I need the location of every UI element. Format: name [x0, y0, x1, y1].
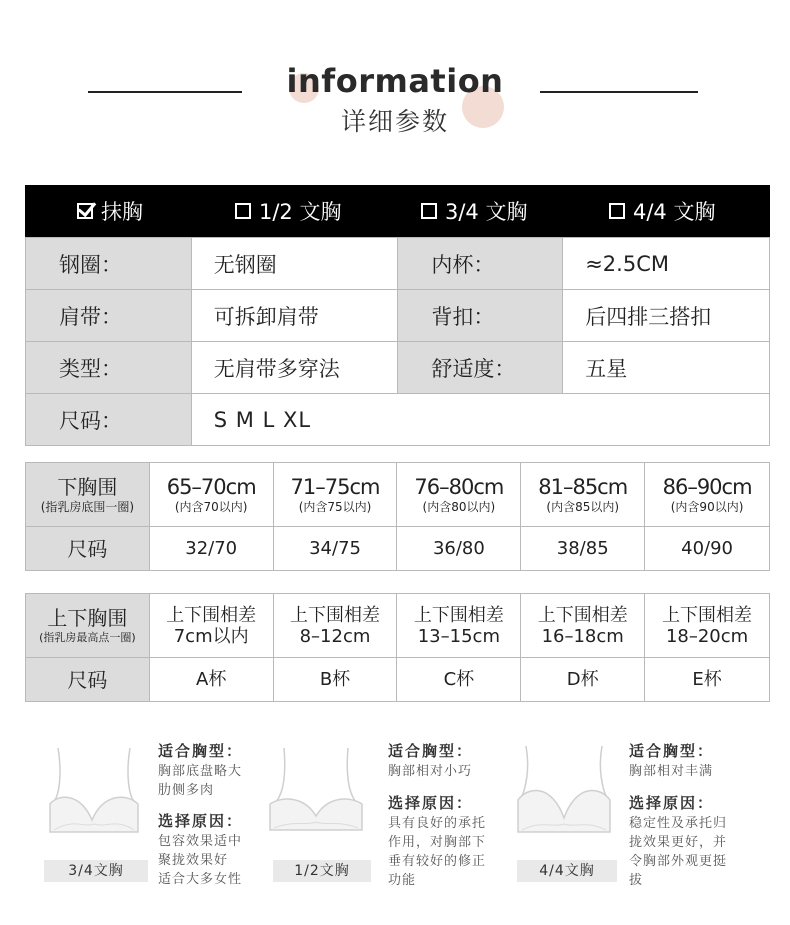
underbust-header: [26, 463, 150, 527]
cup-diff-label: 上下围相差: [413, 604, 504, 626]
underbust-cell: [273, 463, 397, 527]
type-option-label: 1/2 文胸: [259, 200, 342, 224]
cup-cell: [521, 594, 645, 658]
underbust-table: [25, 462, 770, 571]
three-quarter-bra-illustration: [44, 742, 144, 842]
cup-header: [26, 594, 150, 658]
reason-title: 选择原因：: [158, 812, 244, 830]
reason-text: [629, 814, 727, 890]
style-caption: 1/2文胸: [273, 860, 371, 882]
band-size: 36/80: [397, 527, 521, 571]
spec-value: 后四排三搭扣: [563, 290, 770, 342]
fit-text: [158, 762, 242, 800]
underbust-range: 76–80cm: [414, 474, 504, 499]
underbust-range: 65–70cm: [166, 474, 256, 499]
spec-row: [26, 238, 770, 290]
bra-type-bar: [25, 185, 770, 237]
reason-text-line: 拢效果更好，并: [629, 835, 728, 850]
cup-diff-label: 上下围相差: [662, 604, 753, 626]
underbust-range: 71–75cm: [290, 474, 380, 499]
checkbox-icon[interactable]: [609, 203, 625, 219]
underbust-header-note: (指乳房底围一圈): [40, 499, 135, 514]
reason-text-line: 功能: [388, 873, 417, 888]
underbust-row: [26, 463, 770, 527]
underbust-note: (内含85以内): [546, 499, 620, 514]
type-option-label: 3/4 文胸: [445, 200, 528, 224]
band-size: 38/85: [521, 527, 645, 571]
reason-text-line: 拔: [629, 873, 644, 888]
cup-table: [25, 593, 770, 702]
underbust-note: (内含70以内): [174, 499, 248, 514]
reason-text-line: 具有良好的承托: [388, 816, 487, 831]
reason-text: [158, 832, 242, 889]
spec-label: 类型：: [26, 342, 192, 394]
spec-label: 舒适度：: [398, 342, 563, 394]
type-option-strapless[interactable]: [77, 185, 143, 237]
cup-size: C杯: [397, 658, 521, 702]
fit-text: [388, 762, 472, 781]
cup-size: D杯: [521, 658, 645, 702]
reason-text-line: 垂有较好的修正: [388, 854, 487, 869]
reason-text-line: 聚拢效果好: [158, 853, 229, 868]
cup-cell: [273, 594, 397, 658]
spec-value: 无肩带多穿法: [191, 342, 398, 394]
cup-header-title: 上下胸围: [47, 605, 128, 630]
size-label: 尺码: [26, 527, 150, 571]
spec-value: 可拆卸肩带: [191, 290, 398, 342]
underbust-note: (内含75以内): [298, 499, 372, 514]
spec-row: [26, 342, 770, 394]
type-option-full-cup[interactable]: [609, 185, 715, 237]
reason-text-line: 作用，对胸部下: [388, 835, 487, 850]
spec-label: 内杯：: [398, 238, 563, 290]
cup-size-row: [26, 658, 770, 702]
underbust-header-title: 下胸围: [57, 474, 118, 499]
cup-size: A杯: [149, 658, 273, 702]
underbust-note: (内含80以内): [422, 499, 496, 514]
cup-diff-range: 8–12cm: [299, 625, 371, 647]
fit-text-line: 肋侧多肉: [158, 783, 215, 798]
underbust-range: 86–90cm: [662, 474, 752, 499]
cup-diff-range: 13–15cm: [417, 625, 500, 647]
cup-diff-range: 7cm以内: [173, 625, 249, 647]
cup-cell: [149, 594, 273, 658]
reason-text-line: 适合大多女性: [158, 872, 243, 887]
spec-row: [26, 290, 770, 342]
page-subtitle: 详细参数: [340, 107, 449, 136]
style-caption: 3/4文胸: [44, 860, 148, 882]
page-title: information: [286, 62, 504, 100]
type-option-three-quarter-cup[interactable]: [421, 185, 527, 237]
cup-diff-range: 16–18cm: [541, 625, 624, 647]
type-option-label: 抹胸: [101, 200, 143, 224]
cup-header-note: (指乳房最高点一圈): [39, 630, 136, 644]
band-size: 32/70: [149, 527, 273, 571]
spec-value: ≈2.5CM: [563, 238, 770, 290]
underbust-cell: [521, 463, 645, 527]
reason-title: 选择原因：: [388, 794, 474, 812]
cup-diff-label: 上下围相差: [166, 604, 257, 626]
underbust-cell: [645, 463, 770, 527]
fit-text-line: 胸部相对丰满: [629, 764, 714, 779]
cup-diff-range: 18–20cm: [665, 625, 749, 647]
spec-label: 肩带：: [26, 290, 192, 342]
checkbox-icon[interactable]: [235, 203, 251, 219]
cup-diff-label: 上下围相差: [290, 604, 381, 626]
fit-title: 适合胸型：: [629, 742, 715, 760]
spec-table: [25, 237, 770, 446]
cup-diff-label: 上下围相差: [537, 604, 628, 626]
cup-size: B杯: [273, 658, 397, 702]
spec-size-value: S M L XL: [191, 394, 769, 446]
underbust-size-row: [26, 527, 770, 571]
cup-cell: [397, 594, 521, 658]
reason-text-line: 令胸部外观更挺: [629, 854, 728, 869]
fit-text-line: 胸部相对小巧: [388, 764, 473, 779]
spec-label: 背扣：: [398, 290, 563, 342]
underbust-note: (内含90以内): [670, 499, 744, 514]
fit-title: 适合胸型：: [158, 742, 244, 760]
size-label: 尺码: [26, 658, 150, 702]
spec-label: 尺码：: [26, 394, 192, 446]
header-right-rule: [540, 91, 698, 93]
full-cup-bra-illustration: [512, 742, 616, 842]
cup-size: E杯: [645, 658, 770, 702]
reason-title: 选择原因：: [629, 794, 715, 812]
cup-cell: [645, 594, 770, 658]
style-caption: 4/4文胸: [517, 860, 617, 882]
spec-value: 五星: [563, 342, 770, 394]
spec-value: 无钢圈: [191, 238, 398, 290]
spec-row-size: [26, 394, 770, 446]
fit-text-line: 胸部底盘略大: [158, 764, 243, 779]
reason-text-line: 稳定性及承托归: [629, 816, 728, 831]
band-size: 40/90: [645, 527, 770, 571]
half-cup-bra-illustration: [266, 742, 366, 842]
reason-text: [388, 814, 486, 890]
header-left-rule: [88, 91, 242, 93]
fit-title: 适合胸型：: [388, 742, 474, 760]
fit-text: [629, 762, 713, 781]
underbust-range: 81–85cm: [538, 474, 628, 499]
underbust-cell: [397, 463, 521, 527]
band-size: 34/75: [273, 527, 397, 571]
checked-checkbox-icon[interactable]: [77, 203, 93, 219]
reason-text-line: 包容效果适中: [158, 834, 243, 849]
checkbox-icon[interactable]: [421, 203, 437, 219]
underbust-cell: [149, 463, 273, 527]
cup-row: [26, 594, 770, 658]
type-option-half-cup[interactable]: [235, 185, 341, 237]
type-option-label: 4/4 文胸: [633, 200, 716, 224]
spec-label: 钢圈：: [26, 238, 192, 290]
